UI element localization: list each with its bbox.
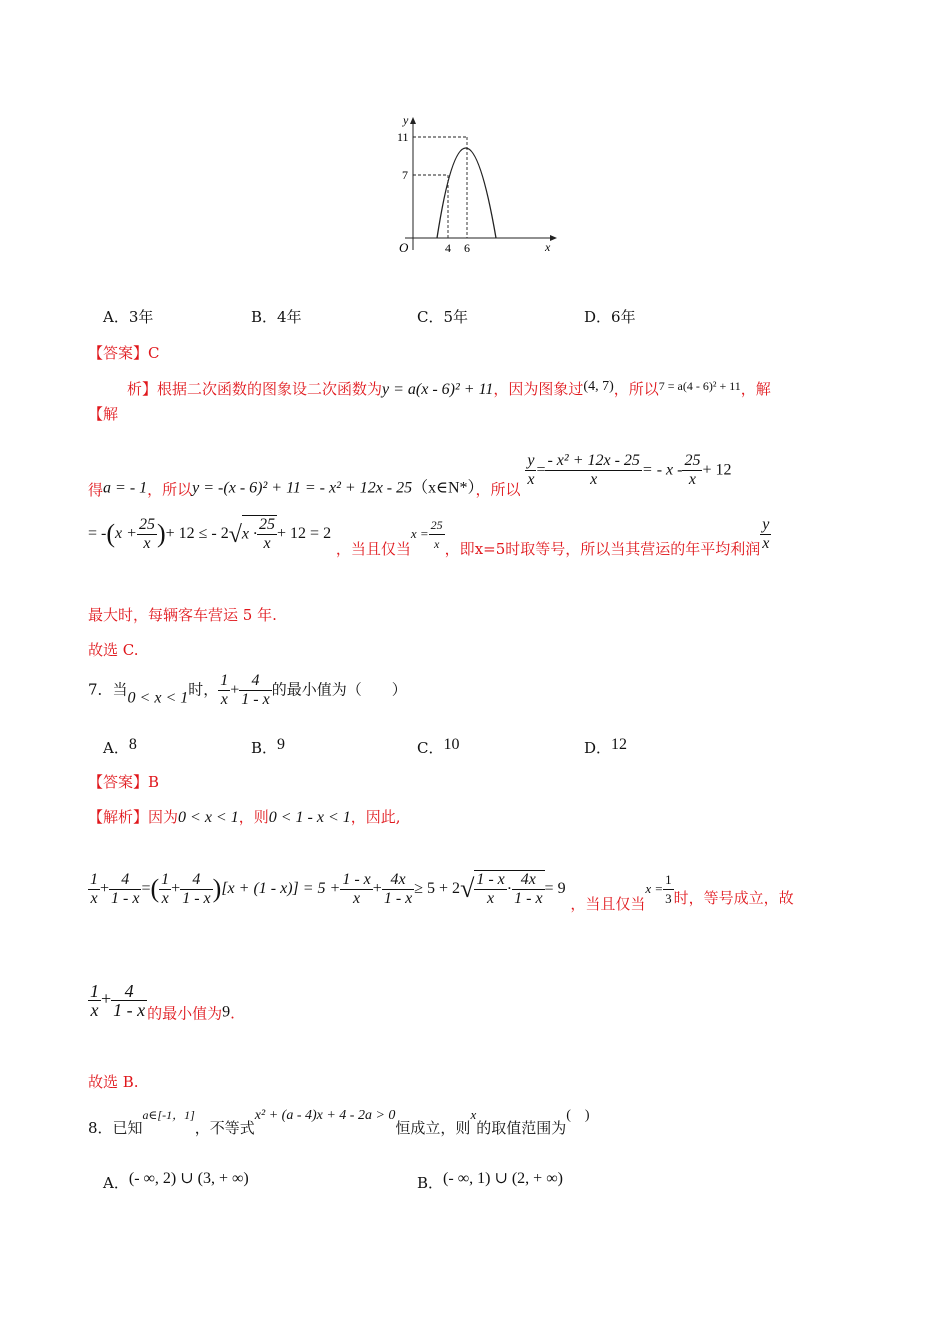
q6-answer: 【答案】C [88, 344, 160, 362]
q7-option-d[interactable]: D．12 [584, 736, 628, 757]
q6-option-a[interactable]: A．3年 [103, 308, 154, 326]
q7-analysis-line1: 【解析】因为0 < x < 1，则0 < 1 - x < 1，因此, [88, 808, 401, 826]
q6-analysis-line3: = -(x + $\frac{25}{x}$ )+ 12 ≤ - 2√x · $\frac{25}{x}$ + 12 = 2 ，当且仅当x = $\frac{25}{x}$ ，即x=5时取等号，所以当其营运的年平均利润 $\frac{y}{x}$ [88, 515, 770, 558]
q7-conclusion: 故选 B. [88, 1073, 139, 1091]
origin-label: O [399, 240, 409, 255]
y-axis-arrow-icon [410, 117, 416, 124]
q6-analysis-line2: 得a = - 1，所以y = -(x - 6)² + 11 = - x² + 12x - 25（x∈N*），所以 $\frac{y}{x}$ = $\frac{\text{- x² + 12x - 25}}{x}$ = - x - $\frac{25}{x}$ + 12 [88, 452, 732, 499]
q6-option-c[interactable]: C．5年 [417, 308, 469, 326]
q7-option-a[interactable]: A．8 [103, 736, 137, 757]
axis-y-label: y [403, 113, 409, 127]
q6-option-d[interactable]: D．6年 [584, 308, 636, 326]
q7-option-b[interactable]: B．9 [251, 736, 286, 757]
q6-analysis-mark: 【解 [88, 405, 119, 423]
q6-analysis-line4: 最大时，每辆客车营运 5 年. [88, 606, 277, 624]
y-tick-7: 7 [402, 168, 408, 182]
q7-analysis-min: $\frac{1}{x}$ + $\frac{4}{1 - x}$ 的最小值为9. [90, 981, 235, 1023]
x-axis-arrow-icon [550, 235, 557, 241]
q8-option-a[interactable]: A．(- ∞, 2) ∪ (3, + ∞) [103, 1170, 249, 1192]
q8-question: 8．已知a∈[-1，1]，不等式x² + (a - 4)x + 4 - 2a > 0恒成立，则x的取值范围为( ) [88, 1107, 590, 1137]
x-tick-4: 4 [445, 241, 451, 255]
q6-analysis-line1: 析】根据二次函数的图象设二次函数为y = a(x - 6)² + 11，因为图象过(4, 7)，所以$^{7 = a(4 - 6)^2 + 11}$，解 [127, 379, 771, 398]
q7-answer: 【答案】B [88, 773, 160, 791]
x-tick-6: 6 [464, 241, 470, 255]
y-tick-11: 11 [397, 130, 409, 144]
q7-analysis-equation: $\frac{1}{x}$ + $\frac{4}{1 - x}$ =( $\frac{1}{x}$ + $\frac{4}{1 - x}$ )[x + (1 - x)] = 5 + $\frac{1 - x}{x}$ + $\frac{4x}{1 - x}$ ≥ 5 + 2√ $\frac{1 - x}{x}$ · $\frac{4x}{1 - x}$ = 9 ，当且仅当x = $\frac{1}{3}$ 时，等号成立，故 [90, 870, 794, 913]
axis-x-label: x [545, 240, 551, 254]
q6-option-b[interactable]: B．4年 [251, 308, 302, 326]
q7-question: 7．当0 < x < 1时， $\frac{1}{x}$ + $\frac{4}{1 - x}$ 的最小值为（ ） [88, 672, 407, 708]
parabola-curve [437, 148, 496, 238]
parabola-graph [385, 110, 565, 260]
q7-option-c[interactable]: C．10 [417, 736, 460, 757]
q8-option-b[interactable]: B．(- ∞, 1) ∪ (2, + ∞) [417, 1170, 563, 1192]
q6-conclusion: 故选 C. [88, 641, 139, 659]
